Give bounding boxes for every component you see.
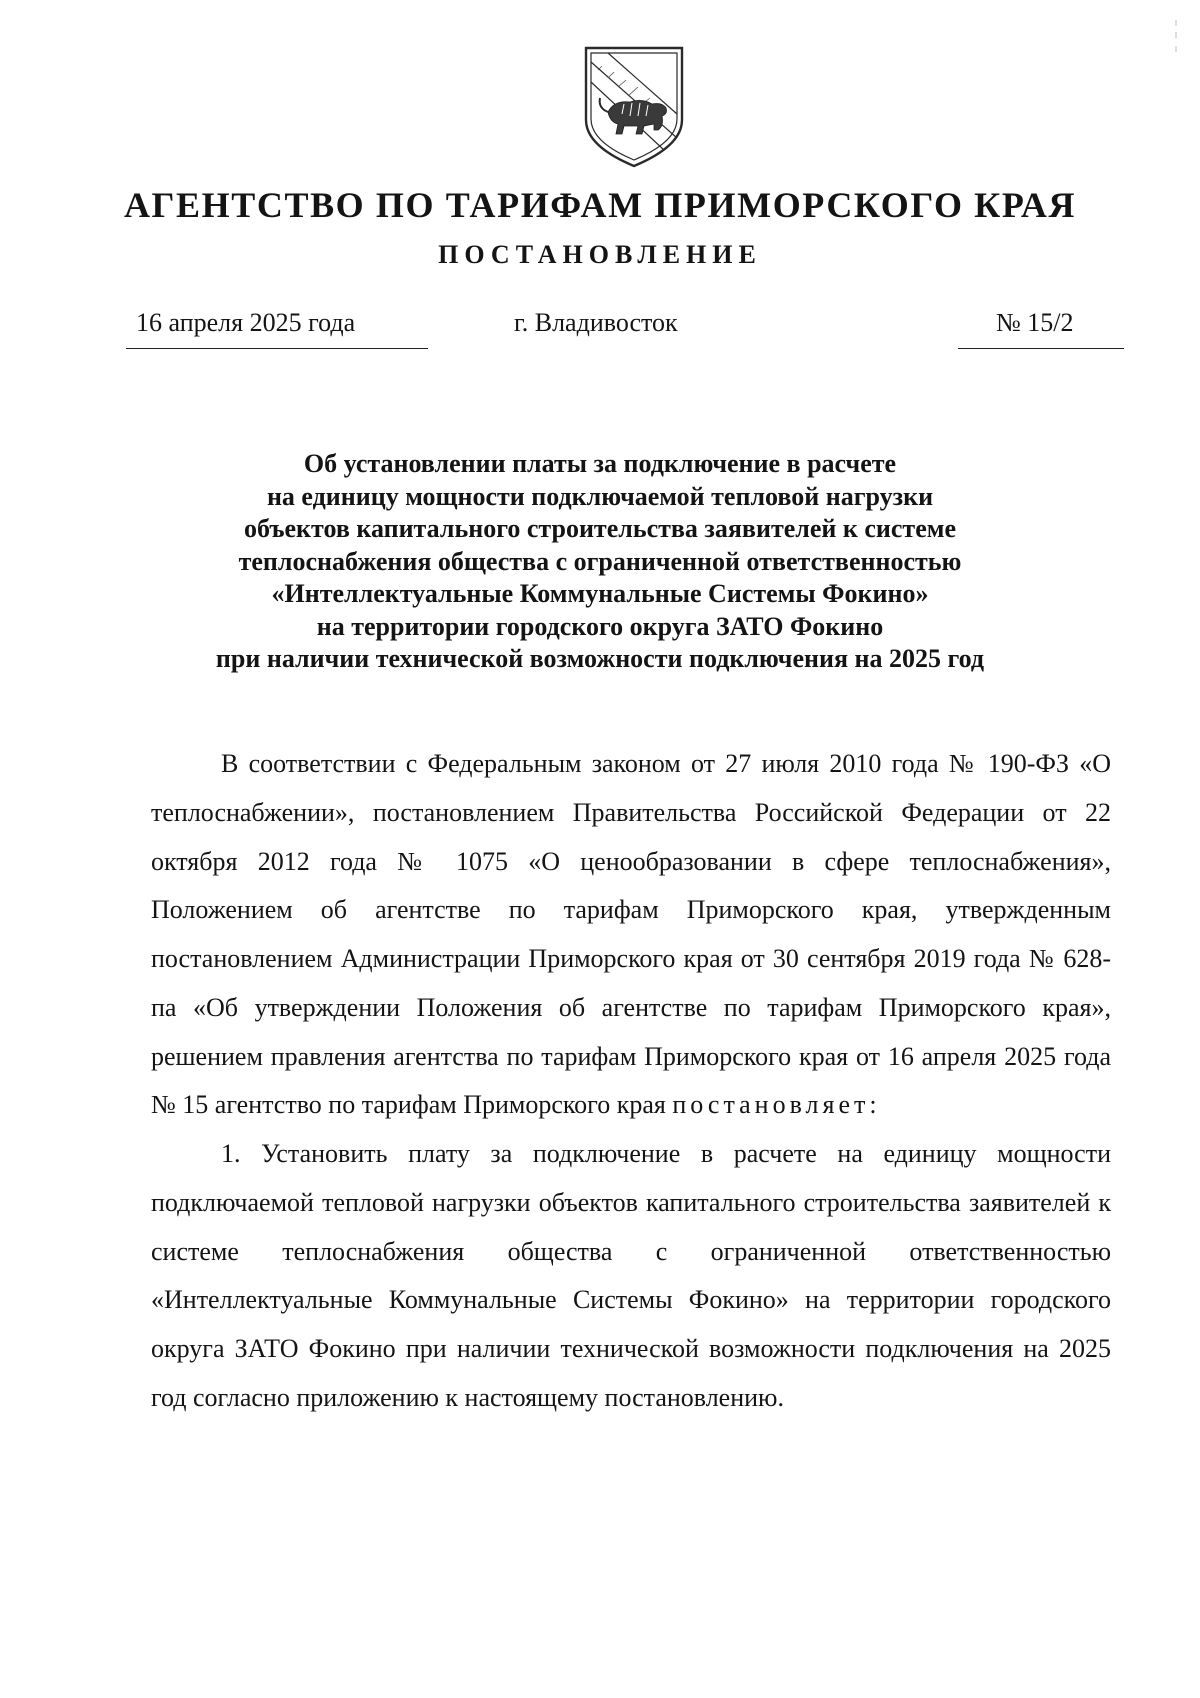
scan-artifact-marks <box>1174 20 1178 60</box>
date-underline <box>126 348 428 349</box>
title-line: объектов капитального строительства заявителей к системе <box>244 514 956 543</box>
agency-name: АГЕНТСТВО ПО ТАРИФАМ ПРИМОРСКОГО КРАЯ <box>123 185 1077 225</box>
number-underline <box>958 348 1124 349</box>
document-date: 16 апреля 2025 года <box>136 308 356 337</box>
document-type: ПОСТАНОВЛЕНИЕ <box>438 240 762 269</box>
document-number: № 15/2 <box>996 308 1074 337</box>
item-1-paragraph: 1. Установить плату за подключение в расчете на единицу мощности подключаемой тепловой нагрузки объектов капитального строительства заявителей к системе теплоснабжения общества с ограниченной ответственностью «Интеллектуальные Коммунальные Системы Фокино» на территории городского округа ЗАТО Фокино при наличии технической возможности подключения на 2025 год согласно приложению к настоящему постановлению. <box>151 1139 1111 1412</box>
document-title <box>150 448 1050 676</box>
preamble-text: В соответствии с Федеральным законом от 27 июля 2010 года № 190-ФЗ «О теплоснабжении», постановлением Правительства Российской Федерации от 22 октября 2012 года № 1075 «О ценообразовании в сфере теплоснабжения», Положением об агентстве по тарифам Приморского края, утвержденным постановлением Администрации Приморского края от 30 сентября 2019 года № 628-па «Об утверждении Положения об агентстве по тарифам Приморского края», решением правления агентства по тарифам Приморского края от 16 апреля 2025 года № 15 агентство по тарифам Приморского края <box>151 749 1111 1120</box>
title-line: при наличии технической возможности подключения на 2025 год <box>215 644 985 673</box>
title-line: теплоснабжения общества с ограниченной ответственностью <box>238 546 962 576</box>
decree-word: постановляет: <box>672 1090 881 1120</box>
preamble-paragraph <box>151 740 1111 1130</box>
document-body <box>151 740 1111 1423</box>
coat-of-arms-emblem <box>578 42 690 170</box>
title-line: Об установлении платы за подключение в расчете <box>303 449 897 478</box>
title-line: на единицу мощности подключаемой тепловой нагрузки <box>266 481 934 511</box>
document-city: г. Владивосток <box>514 308 678 337</box>
title-line: «Интеллектуальные Коммунальные Системы Фокино» <box>271 579 929 608</box>
title-line: на территории городского округа ЗАТО Фокино <box>316 611 884 641</box>
